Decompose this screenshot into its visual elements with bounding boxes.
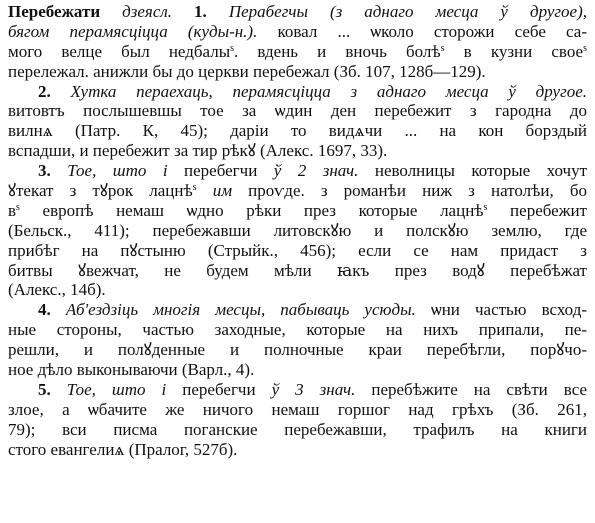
quotation-text: прибѣг на пꙋстыню (Стрыйк., 456); если се нам придаст з xyxy=(8,240,587,260)
definition-text: Тое, што і xyxy=(66,379,167,399)
quotation-text: проѵде. з романѣи ниж з натолѣи, бо xyxy=(232,181,587,201)
text-line xyxy=(8,201,587,221)
quotation-text: . вдень и вночь бол xyxy=(234,41,432,61)
text-line xyxy=(8,380,587,400)
quotation-text xyxy=(197,181,213,200)
definition-text: Хутка пераехаць, перамясціцца з аднаго месца ў другое. xyxy=(70,81,587,101)
quotation-text: мого велце был недбалы xyxy=(8,41,231,61)
text-line xyxy=(8,82,587,102)
quotation-text xyxy=(207,2,229,21)
quotation-text: в xyxy=(8,200,17,220)
quotation-text xyxy=(51,300,66,319)
definition-text: ў 2 знач. xyxy=(273,161,359,181)
quotation-text: в кузни свое xyxy=(444,41,584,61)
superscript-mark: s xyxy=(440,42,445,54)
superscript-mark: s xyxy=(583,42,587,54)
sense-number: 4. xyxy=(38,300,51,320)
definition-text: Аб'ездзіць многія месцы, пабываць усюды. xyxy=(65,300,416,320)
quotation-text: 79); вси писма поганские перебежавши, трафилъ на книги xyxy=(8,419,587,439)
quotation-text: перебѣжите на свѣти все xyxy=(355,379,587,399)
text-line xyxy=(8,121,587,141)
text-line xyxy=(8,300,587,320)
quotation-text: (Бельск., 411); перебежавши литовскꙋю и полскꙋю землю, где xyxy=(8,220,587,240)
quotation-text: перебежит xyxy=(487,200,587,220)
quotation-text: вилнѧ (Патр. К, 45); дарiи то видѧчи ... на кон борздый xyxy=(8,121,587,141)
quotation-text: неволницы которые хочут xyxy=(358,161,587,181)
definition-text: ў 3 знач. xyxy=(271,379,356,399)
text-line xyxy=(8,241,587,261)
quotation-text: ѡни частью всход- xyxy=(415,300,587,320)
definition-text: дзеясл. xyxy=(122,2,173,21)
text-line xyxy=(8,360,587,380)
quotation-text xyxy=(51,82,71,101)
quotation-text: перебегчи xyxy=(166,379,272,399)
text-line xyxy=(8,280,587,300)
text-line xyxy=(8,141,587,161)
text-line xyxy=(8,261,587,281)
quotation-text: битвы ꙋвежчат, не будем мѣли ꙗкъ през водꙋ перебѣжат xyxy=(8,260,587,280)
text-line xyxy=(8,340,587,360)
quotation-text: перележал. анижли бы до церкви перебежал (Зб. 107, 128б—129). xyxy=(8,61,486,81)
quotation-text xyxy=(100,2,122,21)
quotation-text: решли, и полꙋденные и полночные краи перебѣгли, порꙋчо- xyxy=(8,340,587,360)
superscript-mark: s xyxy=(230,42,235,54)
quotation-text: ное дѣло выконываючи (Варл., 4). xyxy=(8,360,255,380)
definition-text: им xyxy=(212,181,233,201)
quotation-text xyxy=(51,380,67,399)
text-line xyxy=(8,22,587,42)
definition-text: бягом перамясціцца (куды-н.). xyxy=(8,21,258,41)
text-line xyxy=(8,221,587,241)
text-line xyxy=(8,62,587,82)
text-line xyxy=(8,2,587,22)
headword: Перебежати xyxy=(8,2,101,21)
superscript-mark: s xyxy=(16,201,20,213)
text-line xyxy=(8,161,587,181)
quotation-text: витовтъ послышевшы тое за ѡдин ден перебежит з гародна до xyxy=(8,101,587,121)
definition-text: Тое, што і xyxy=(67,161,168,181)
quotation-text: европѣ немаш ѡдно рѣки през которые лацнѣ xyxy=(19,200,484,220)
quotation-text: ные стороны, частью заходные, которые на нихъ припали, пе- xyxy=(8,320,587,340)
text-line xyxy=(8,181,587,201)
text-line xyxy=(8,101,587,121)
sense-number: 1. xyxy=(194,2,207,21)
quotation-text: злое, а ѡбачите же ничого немаш горшог над грѣхъ (Зб. 261, xyxy=(8,399,587,419)
superscript-mark: s xyxy=(192,182,197,194)
superscript-mark: s xyxy=(483,201,488,213)
quotation-text: ковал ... ѡколо сторожи себе са- xyxy=(257,21,587,41)
quotation-text: вспадши, и перебежит за тир рѣкꙋ (Алекс. 1697, 33). xyxy=(8,141,388,161)
text-line xyxy=(8,440,587,460)
definition-text: Перабегчы (з аднаго месца ў другое), xyxy=(228,2,587,21)
sense-number: 3. xyxy=(38,161,51,181)
quotation-text: (Алекс., 14б). xyxy=(8,280,106,300)
text-line xyxy=(8,320,587,340)
quotation-text xyxy=(51,161,67,180)
quotation-text xyxy=(172,2,194,21)
text-line xyxy=(8,400,587,420)
quotation-text: ѣ xyxy=(431,41,441,61)
quotation-text: стого евангелиѧ (Пралог, 527б). xyxy=(8,439,238,459)
text-line xyxy=(8,420,587,440)
quotation-text: перебегчи xyxy=(167,161,274,181)
sense-number: 5. xyxy=(38,379,51,399)
text-line xyxy=(8,42,587,62)
sense-number: 2. xyxy=(38,81,51,101)
quotation-text: ꙋтекат з тꙋрок лацнѣ xyxy=(8,181,193,201)
